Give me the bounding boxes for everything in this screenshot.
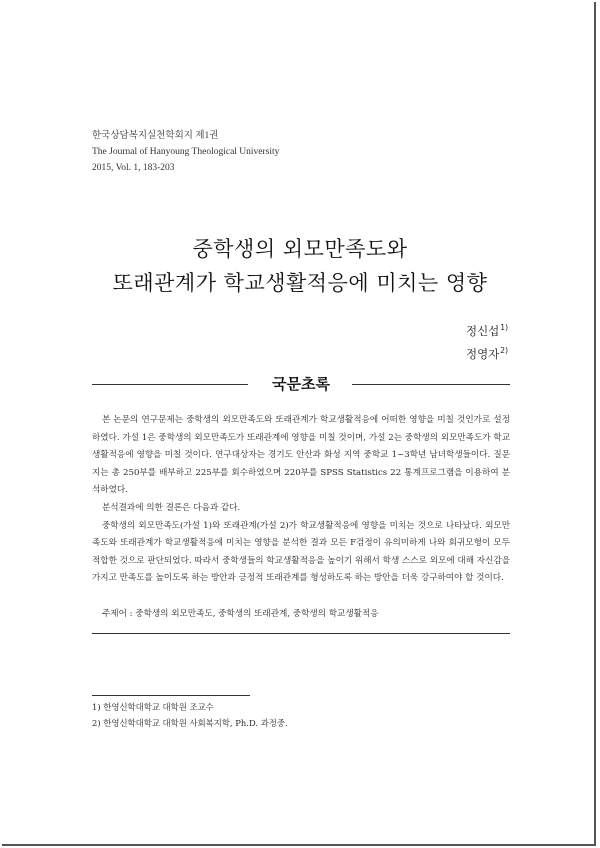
title-line-1: 중학생의 외모만족도와	[192, 237, 408, 261]
author-name: 정영자	[465, 347, 500, 361]
title-line-2: 또래관계가 학교생활적응에 미치는 영향	[112, 271, 488, 295]
footnote-mark: 2)	[500, 346, 508, 355]
abstract-paragraph-3: 중학생의 외모만족도(가설 1)와 또래관계(가설 2)가 학교생활적응에 영향을 미치는 것으로 나타났다. 외모만족도와 또래관계가 학교생활적응에 미치는 영향을 분석한 결과 모든 F검정이 유의미하게 나와 회귀모형이 모두 적합한 것으로 판단되었다. 따라서 중학생들의 학교생활적응을 높이기 위해서 학생 스스로 외모에 대해 자신감을 가지고 만족도를 높이도록 하는 방안과 긍정적 또래관계를 형성하도록 하는 방안을 더욱 강구하여야 할 것이다.	[92, 520, 510, 584]
author-name: 정신섭	[465, 324, 500, 338]
footnote-2: 2) 한영신학대학교 대학원 사회복지학, Ph.D. 과정중.	[92, 718, 288, 728]
keywords-divider	[92, 633, 510, 634]
journal-english-name: The Journal of Hanyoung Theological University	[92, 147, 280, 157]
keywords: 주제어 : 중학생의 외모만족도, 중학생의 또래관계, 중학생의 학교생활적응	[102, 609, 379, 619]
author-1	[466, 318, 508, 341]
footnotes	[92, 699, 288, 731]
author-list	[466, 318, 508, 364]
abstract-heading	[92, 372, 510, 396]
footnote-1: 1) 한영신학대학교 대학원 조교수	[92, 702, 214, 712]
author-2	[466, 341, 508, 364]
footnote-mark: 1)	[500, 323, 508, 332]
footnote-divider	[92, 695, 250, 696]
journal-info	[92, 128, 279, 176]
paper-title	[0, 232, 600, 300]
journal-korean-name: 한국상담복지실천학회지 제1권	[92, 131, 219, 141]
abstract-body	[92, 412, 510, 588]
journal-issue: 2015, Vol. 1, 183-203	[92, 163, 175, 173]
abstract-paragraph-1: 본 논문의 연구문제는 중학생의 외모만족도와 또래관계가 학교생활적응에 어떠한 영향을 미칠 것인가로 설정하였다. 가설 1은 중학생의 외모만족도가 또래관계에 영향을 미칠 것이며, 가설 2는 중학생의 외모만족도가 학교생활적응에 영향을 미칠 것이다. 연구대상자는 경기도 안산과 화성 지역 중학교 1~3학년 남녀학생들이다. 질문지는 총 250부를 배부하고 225부를 회수하였으며 220부를 SPSS Statistics 22 통계프로그램을 이용하여 분석하였다.	[92, 415, 510, 496]
abstract-heading-label: 국문초록	[272, 375, 330, 393]
abstract-paragraph-2: 분석결과에 의한 결론은 다음과 같다.	[102, 502, 241, 513]
